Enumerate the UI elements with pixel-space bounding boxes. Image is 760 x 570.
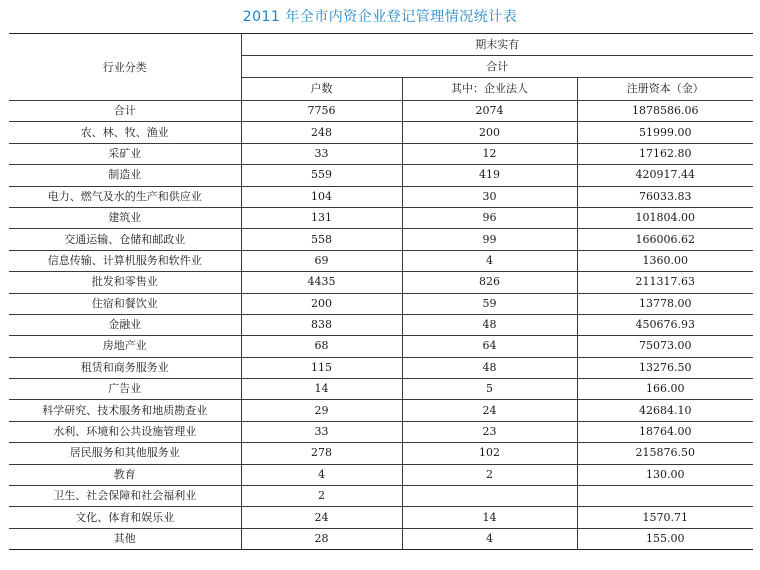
legal-entities-cell: 99 [402,229,577,250]
registered-capital-cell: 13778.00 [577,293,753,314]
category-cell: 合计 [9,101,241,122]
households-cell: 14 [241,379,402,400]
households-cell: 33 [241,143,402,164]
households-cell: 4 [241,464,402,485]
legal-entities-cell: 419 [402,165,577,186]
category-cell: 卫生、社会保障和社会福利业 [9,486,241,507]
legal-entities-cell: 14 [402,507,577,528]
table-row [9,443,753,464]
legal-entities-cell: 12 [402,143,577,164]
category-cell: 电力、燃气及水的生产和供应业 [9,186,241,207]
registered-capital-cell: 211317.63 [577,272,753,293]
registered-capital-cell: 42684.10 [577,400,753,421]
households-cell: 248 [241,122,402,143]
registered-capital-cell: 76033.83 [577,186,753,207]
table-row [9,357,753,378]
table-row [9,186,753,207]
households-cell: 29 [241,400,402,421]
registered-capital-cell: 18764.00 [577,421,753,442]
category-cell: 交通运输、仓储和邮政业 [9,229,241,250]
legal-entities-cell: 4 [402,250,577,271]
category-cell: 租赁和商务服务业 [9,357,241,378]
category-cell: 文化、体育和娱乐业 [9,507,241,528]
category-cell: 其他 [9,528,241,549]
table-row [9,314,753,335]
registered-capital-cell: 75073.00 [577,336,753,357]
table-row [9,122,753,143]
legal-entities-cell: 30 [402,186,577,207]
legal-entities-cell: 102 [402,443,577,464]
category-cell: 农、林、牧、渔业 [9,122,241,143]
legal-entities-cell: 24 [402,400,577,421]
table-row [9,143,753,164]
table-row [9,207,753,228]
households-cell: 115 [241,357,402,378]
table-row [9,272,753,293]
table-row [9,421,753,442]
category-cell: 建筑业 [9,207,241,228]
legal-entities-cell: 96 [402,207,577,228]
households-cell: 68 [241,336,402,357]
registered-capital-cell: 1570.71 [577,507,753,528]
registered-capital-cell: 13276.50 [577,357,753,378]
households-cell: 7756 [241,101,402,122]
page-title: 2011 年全市内资企业登记管理情况统计表 [242,9,518,25]
period-end-header: 期末实有 [241,34,753,56]
legal-entities-cell: 23 [402,421,577,442]
legal-entities-cell: 826 [402,272,577,293]
category-cell: 采矿业 [9,143,241,164]
registered-capital-cell: 450676.93 [577,314,753,335]
legal-entities-cell: 64 [402,336,577,357]
legal-entities-cell: 2074 [402,101,577,122]
registered-capital-cell: 166.00 [577,379,753,400]
households-cell: 559 [241,165,402,186]
table-row [9,101,753,122]
category-cell: 房地产业 [9,336,241,357]
households-cell: 838 [241,314,402,335]
category-cell: 教育 [9,464,241,485]
registered-capital-cell: 130.00 [577,464,753,485]
registered-capital-cell: 155.00 [577,528,753,549]
legal-entities-cell: 5 [402,379,577,400]
table-row [9,528,753,549]
table-row [9,400,753,421]
registered-capital-cell: 51999.00 [577,122,753,143]
households-cell: 558 [241,229,402,250]
households-cell: 24 [241,507,402,528]
households-cell: 200 [241,293,402,314]
households-cell: 131 [241,207,402,228]
legal-entities-cell: 2 [402,464,577,485]
category-header: 行业分类 [9,34,241,101]
registered-capital-cell: 17162.80 [577,143,753,164]
households-cell: 33 [241,421,402,442]
legal-entities-cell [402,486,577,507]
registered-capital-cell [577,486,753,507]
registered-capital-header: 注册资本（金） [577,78,753,101]
table-row [9,507,753,528]
category-cell: 金融业 [9,314,241,335]
registered-capital-cell: 420917.44 [577,165,753,186]
registered-capital-cell: 166006.62 [577,229,753,250]
legal-entities-cell: 48 [402,314,577,335]
category-cell: 制造业 [9,165,241,186]
table-row [9,250,753,271]
category-cell: 广告业 [9,379,241,400]
table-row [9,379,753,400]
table-row [9,464,753,485]
table-row [9,165,753,186]
legal-entities-header: 其中：企业法人 [402,78,577,101]
table-row [9,293,753,314]
category-cell: 居民服务和其他服务业 [9,443,241,464]
legal-entities-cell: 200 [402,122,577,143]
table-row [9,486,753,507]
registered-capital-cell: 1878586.06 [577,101,753,122]
statistics-table [9,33,753,550]
households-cell: 278 [241,443,402,464]
category-cell: 信息传输、计算机服务和软件业 [9,250,241,271]
table-row [9,336,753,357]
category-cell: 水利、环境和公共设施管理业 [9,421,241,442]
table-header [9,34,753,101]
households-header: 户数 [241,78,402,101]
registered-capital-cell: 215876.50 [577,443,753,464]
category-cell: 住宿和餐饮业 [9,293,241,314]
households-cell: 4435 [241,272,402,293]
table-body [9,101,753,550]
households-cell: 28 [241,528,402,549]
households-cell: 104 [241,186,402,207]
legal-entities-cell: 59 [402,293,577,314]
legal-entities-cell: 48 [402,357,577,378]
category-cell: 批发和零售业 [9,272,241,293]
registered-capital-cell: 101804.00 [577,207,753,228]
table-row [9,229,753,250]
registered-capital-cell: 1360.00 [577,250,753,271]
subtotal-header: 合计 [241,56,753,78]
households-cell: 69 [241,250,402,271]
legal-entities-cell: 4 [402,528,577,549]
category-cell: 科学研究、技术服务和地质勘查业 [9,400,241,421]
households-cell: 2 [241,486,402,507]
